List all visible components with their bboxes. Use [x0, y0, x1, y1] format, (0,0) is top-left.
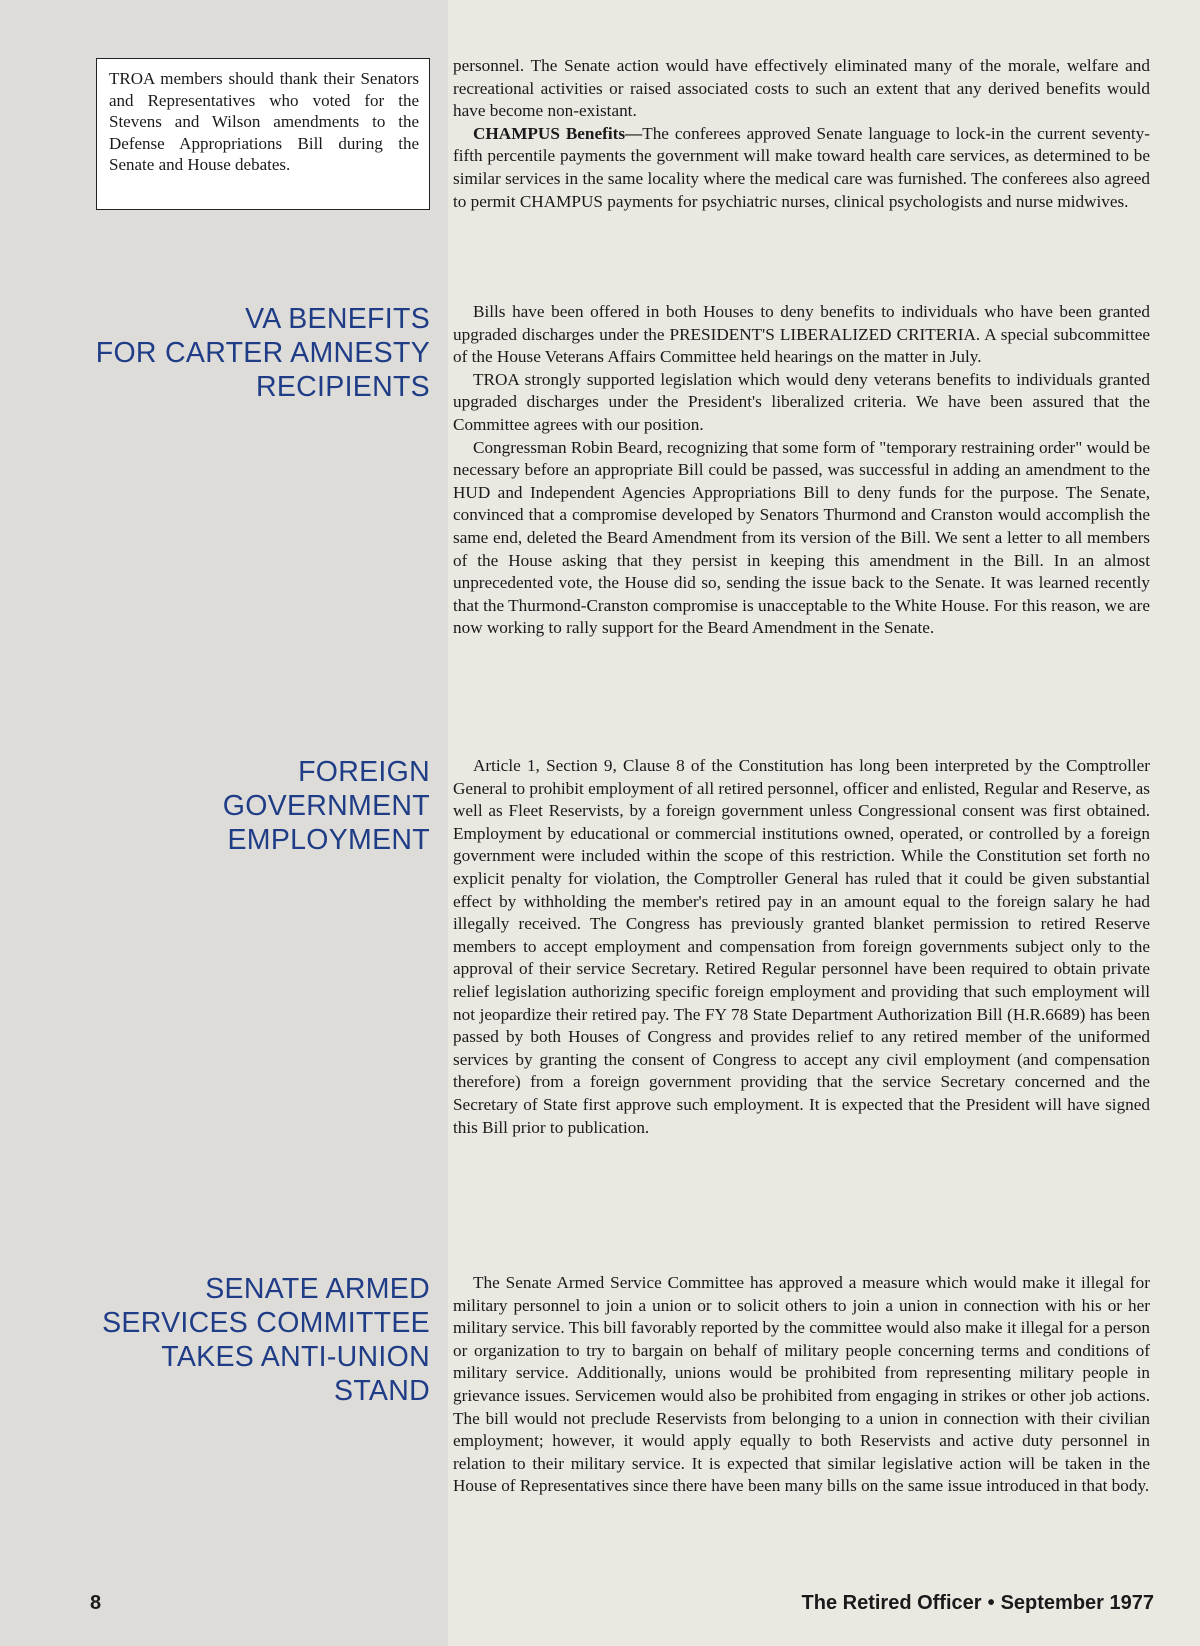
page-number: 8: [90, 1592, 102, 1614]
heading-line: STAND: [334, 1375, 430, 1407]
section-foreign-employment: [453, 755, 1150, 1139]
champus-paragraph: [453, 123, 1150, 213]
intro-section: [453, 55, 1150, 213]
bullet-separator: •: [987, 1592, 995, 1614]
section-va-benefits: [453, 301, 1150, 640]
publication-name: The Retired Officer: [801, 1592, 982, 1614]
champus-text: The conferees approved Senate language to lock-in the current seventy-fifth percentile payments the government will make toward health care services, as determined to be similar services in the same locality where the medical care was furnished. The conferees also agreed to permit CHAMPUS payments for psychiatric nurses, clinical psychologists and nurse midwives.: [453, 123, 1151, 211]
champus-lead-in: CHAMPUS Benefits—: [473, 123, 643, 143]
section-senate-armed-services: [453, 1272, 1150, 1498]
heading-line: FOR CARTER AMNESTY: [95, 337, 430, 369]
heading-line: EMPLOYMENT: [227, 824, 430, 856]
heading-line: RECIPIENTS: [255, 371, 430, 403]
heading-va-benefits: [50, 302, 430, 404]
body-paragraph: The Senate Armed Service Committee has approved a measure which would make it illegal for military personnel to join a union or to solicit others to join a union in connection with his or her military service. This bill favorably reported by the committee would also make it illegal for a person or organization to try to bargain on behalf of military people concerning terms and conditions of military service. Additionally, unions would be prohibited from representing military people in grievance issues. Servicemen would also be prohibited from engaging in strikes or other job actions. The bill would not preclude Reservists from belonging to a union in connection with their civilian employment; however, it would apply equally to both Reservists and active duty personnel in relation to their military service. It is expected that similar legislative action will be taken in the House of Representatives since there have been many bills on the same issue introduced in that body.: [453, 1273, 1151, 1496]
heading-line: VA BENEFITS: [245, 303, 430, 335]
issue-date: September 1977: [1000, 1592, 1154, 1614]
footer-publication-line: [802, 1592, 1154, 1615]
body-paragraph: TROA strongly supported legislation which would deny veterans benefits to individuals granted upgraded discharges under the President's liberalized criteria. We have been assured that the Committee agrees with our position.: [453, 369, 1150, 434]
body-paragraph: Congressman Robin Beard, recognizing that some form of "temporary restraining order" would be necessary before an appropriate Bill could be passed, was successful in adding an amendment to the HUD and Independent Agencies Appropriations Bill to deny funds for the purpose. The Senate, convinced that a compromise developed by Senators Thurmond and Cranston would accomplish the same end, deleted the Beard Amendment from its version of the Bill. We sent a letter to all members of the House asking that they persist in keeping this amendment in the Bill. In an almost unprecedented vote, the House did so, sending the issue back to the Senate. It was learned recently that the Thurmond-Cranston compromise is unacceptable to the White House. For this reason, we are now working to rally support for the Beard Amendment in the Senate.: [453, 437, 1151, 638]
body-paragraph: Article 1, Section 9, Clause 8 of the Constitution has long been interpreted by the Comptroller General to prohibit employment of all retired personnel, officer and enlisted, Regular and Reserve, as well as Fleet Reservists, by a foreign government unless Congressional consent was first obtained. Employment by educational or commercial institutions owned, operated, or controlled by a foreign government were included within the scope of this restriction. While the Constitution set forth no explicit penalty for violation, the Comptroller General has ruled that it could be given substantial effect by withholding the member's retired pay in an amount equal to the foreign salary he had illegally received. The Congress has previously granted blanket permission to retired Reserve members to accept employment and compensation from foreign governments subject only to the approval of their service Secretary. Retired Regular personnel have been required to obtain private relief legislation authorizing specific foreign employment and providing that such employment will not jeopardize their retired pay. The FY 78 State Department Authorization Bill (H.R.6689) has been passed by both Houses of Congress and provides relief to any retired member of the uniformed services by granting the consent of Congress to accept any civil employment (and compensation therefore) from a foreign government providing that the service Secretary concerned and the Secretary of State first approve such employment. It is expected that the President will have signed this Bill prior to publication.: [453, 756, 1150, 1137]
heading-line: FOREIGN: [298, 756, 430, 788]
heading-foreign-employment: [50, 755, 430, 857]
heading-line: SENATE ARMED: [205, 1273, 430, 1305]
intro-paragraph: personnel. The Senate action would have effectively eliminated many of the morale, welfare and recreational activities or raised associated costs to such an extent that any derived benefits would have become non-existant.: [453, 56, 1150, 121]
heading-line: SERVICES COMMITTEE: [102, 1307, 430, 1339]
heading-senate-armed-services: [50, 1272, 430, 1408]
heading-line: GOVERNMENT: [222, 790, 430, 822]
body-paragraph: Bills have been offered in both Houses to deny benefits to individuals who have been granted upgraded discharges under the PRESIDENT'S LIBERALIZED CRITERIA. A special subcommittee of the House Veterans Affairs Committee held hearings on the matter in July.: [453, 302, 1150, 367]
callout-box: TROA members should thank their Senators and Representatives who voted for the Stevens and Wilson amendments to the Defense Appropriations Bill during the Senate and House debates.: [96, 58, 430, 210]
heading-line: TAKES ANTI-UNION: [161, 1341, 430, 1373]
